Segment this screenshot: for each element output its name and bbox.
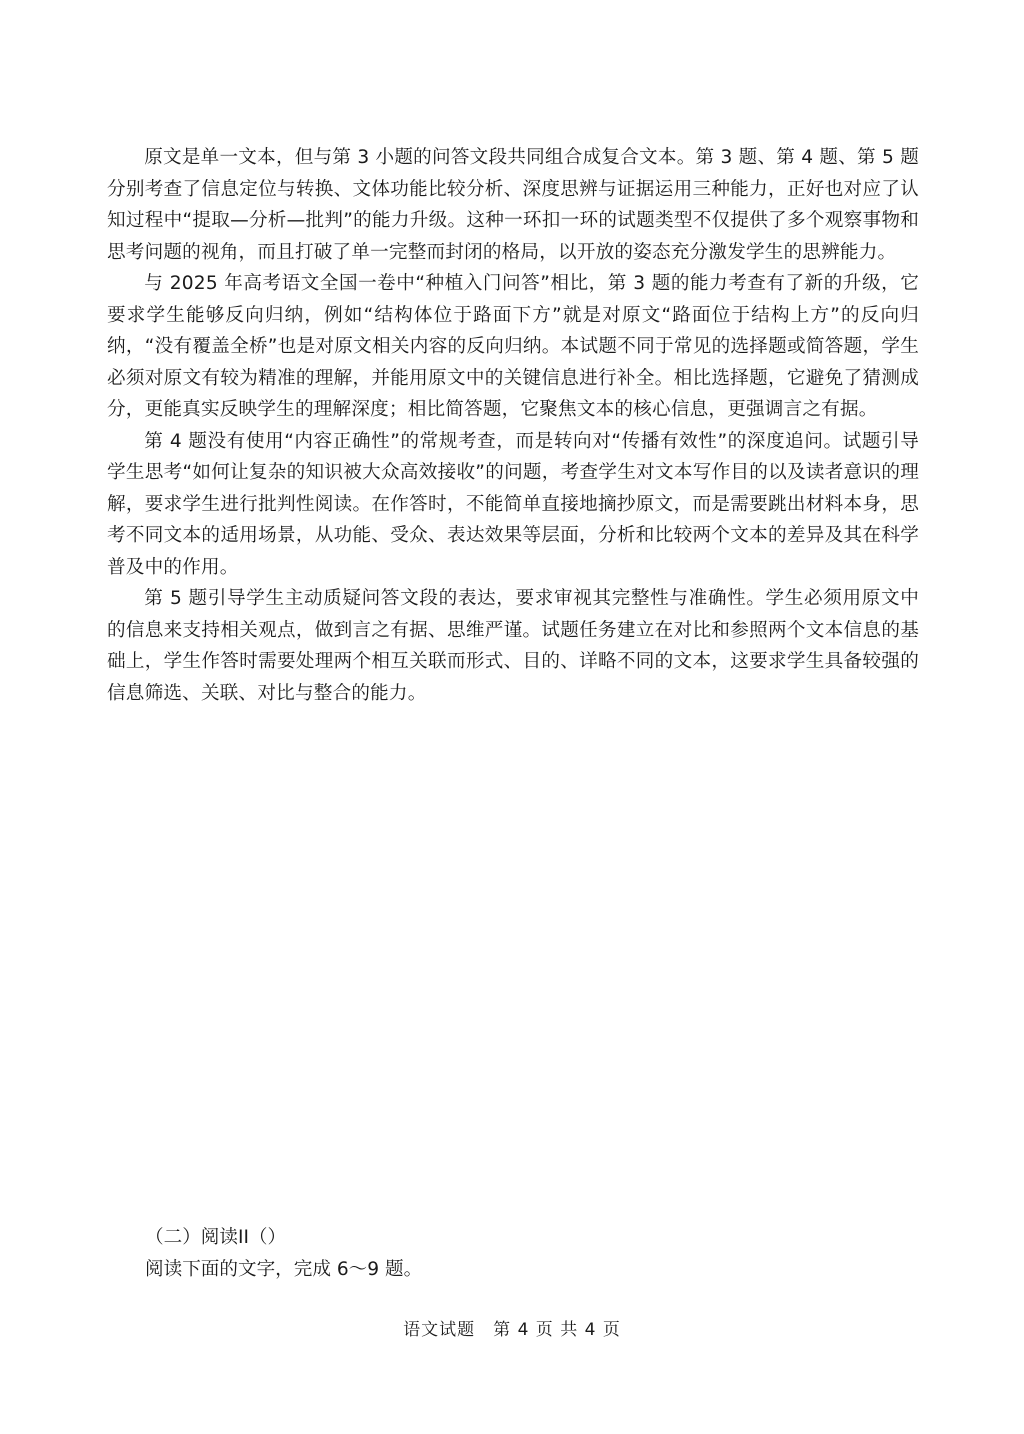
section-heading: （二）阅读II（） bbox=[145, 1227, 287, 1248]
section-instruction: 阅读下面的文字，完成 6～9 题。 bbox=[145, 1259, 423, 1280]
paragraph-3: 第 4 题没有使用“内容正确性”的常规考查，而是转向对“传播有效性”的深度追问。试题引导学生思考“如何让复杂的知识被大众高效接收”的问题，考查学生对文本写作目的以及读者意识的理解，要求学生进行批判性阅读。在作答时，不能简单直接地摘抄原文，而是需要跳出材料本身，思考不同文本的适用场景，从功能、受众、表达效果等层面，分析和比较两个文本的差异及其在科学普及中的作用。 bbox=[107, 430, 919, 578]
page-footer: 语文试题 第 4 页 共 4 页 bbox=[403, 1320, 621, 1340]
paragraph-4: 第 5 题引导学生主动质疑问答文段的表达，要求审视其完整性与准确性。学生必须用原文中的信息来支持相关观点，做到言之有据、思维严谨。试题任务建立在对比和参照两个文本信息的基础上，学生作答时需要处理两个相互关联而形式、目的、详略不同的文本，这要求学生具备较强的信息筛选、关联、对比与整合的能力。 bbox=[107, 588, 919, 704]
body-text bbox=[107, 142, 919, 709]
reading-section bbox=[107, 1222, 919, 1286]
paragraph-2: 与 2025 年高考语文全国一卷中“种植入门问答”相比，第 3 题的能力考查有了新的升级，它要求学生能够反向归纳，例如“结构体位于路面下方”就是对原文“路面位于结构上方”的反向归纳，“没有覆盖全桥”也是对原文相关内容的反向归纳。本试题不同于常见的选择题或简答题，学生必须对原文有较为精准的理解，并能用原文中的关键信息进行补全。相比选择题，它避免了猜测成分，更能真实反映学生的理解深度；相比简答题，它聚焦文本的核心信息，更强调言之有据。 bbox=[107, 273, 919, 420]
paragraph-1: 原文是单一文本，但与第 3 小题的问答文段共同组合成复合文本。第 3 题、第 4 题、第 5 题分别考查了信息定位与转换、文体功能比较分析、深度思辨与证据运用三种能力，正好也对应了认知过程中“提取—分析—批判”的能力升级。这种一环扣一环的试题类型不仅提供了多个观察事物和思考问题的视角，而且打破了单一完整而封闭的格局，以开放的姿态充分激发学生的思辨能力。 bbox=[107, 147, 919, 263]
